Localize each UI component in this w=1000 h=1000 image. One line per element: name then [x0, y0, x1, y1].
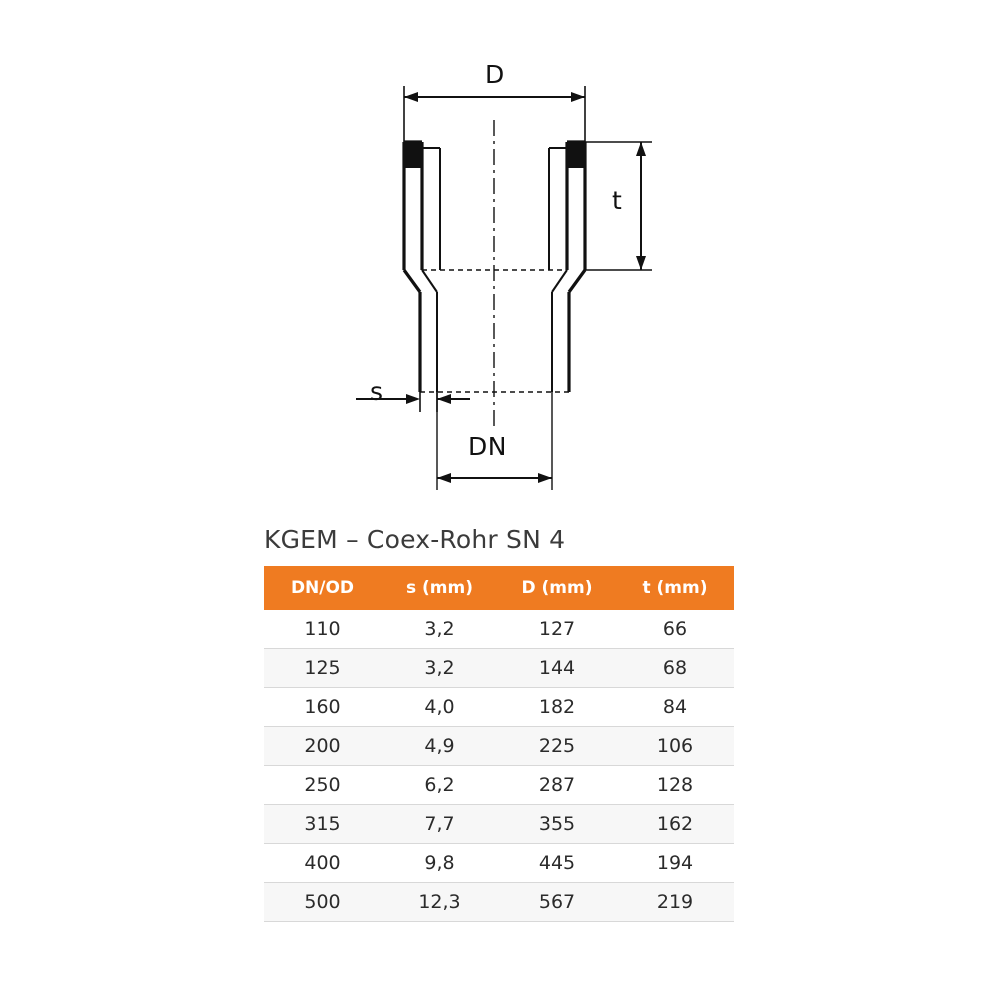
- dimension-label-t: t: [612, 186, 623, 215]
- cell-d: 182: [498, 688, 616, 727]
- cell-dn: 110: [264, 610, 381, 649]
- cell-t: 194: [616, 844, 734, 883]
- column-header-s: s (mm): [381, 566, 498, 610]
- cell-dn: 200: [264, 727, 381, 766]
- cell-t: 162: [616, 805, 734, 844]
- cell-d: 567: [498, 883, 616, 922]
- table-title: KGEM – Coex-Rohr SN 4: [264, 525, 566, 554]
- dimension-label-s: s: [370, 377, 384, 406]
- cell-s: 12,3: [381, 883, 498, 922]
- column-header-t: t (mm): [616, 566, 734, 610]
- cell-t: 128: [616, 766, 734, 805]
- cell-dn: 400: [264, 844, 381, 883]
- cell-t: 219: [616, 883, 734, 922]
- cell-s: 4,9: [381, 727, 498, 766]
- cell-t: 66: [616, 610, 734, 649]
- cell-s: 3,2: [381, 610, 498, 649]
- dimension-d: [404, 86, 585, 145]
- cell-dn: 160: [264, 688, 381, 727]
- cell-d: 287: [498, 766, 616, 805]
- cell-d: 127: [498, 610, 616, 649]
- dimension-label-dn: DN: [468, 432, 507, 461]
- column-header-dn-od: DN/OD: [264, 566, 381, 610]
- table-row: [264, 649, 734, 688]
- spec-table: [264, 566, 734, 922]
- cell-t: 106: [616, 727, 734, 766]
- cell-d: 144: [498, 649, 616, 688]
- cell-dn: 125: [264, 649, 381, 688]
- table-row: [264, 844, 734, 883]
- table-row: [264, 688, 734, 727]
- table-row: [264, 727, 734, 766]
- table-row: [264, 610, 734, 649]
- cell-dn: 250: [264, 766, 381, 805]
- cell-d: 225: [498, 727, 616, 766]
- table-header-row: [264, 566, 734, 610]
- cell-dn: 500: [264, 883, 381, 922]
- cell-t: 84: [616, 688, 734, 727]
- cell-s: 3,2: [381, 649, 498, 688]
- cell-s: 4,0: [381, 688, 498, 727]
- dimension-label-d: D: [485, 60, 505, 89]
- cell-s: 7,7: [381, 805, 498, 844]
- cell-s: 6,2: [381, 766, 498, 805]
- table-row: [264, 805, 734, 844]
- spec-table-block: [264, 525, 734, 922]
- cell-dn: 315: [264, 805, 381, 844]
- table-row: [264, 766, 734, 805]
- cell-d: 355: [498, 805, 616, 844]
- cell-d: 445: [498, 844, 616, 883]
- cell-s: 9,8: [381, 844, 498, 883]
- cell-t: 68: [616, 649, 734, 688]
- column-header-d: D (mm): [498, 566, 616, 610]
- table-row: [264, 883, 734, 922]
